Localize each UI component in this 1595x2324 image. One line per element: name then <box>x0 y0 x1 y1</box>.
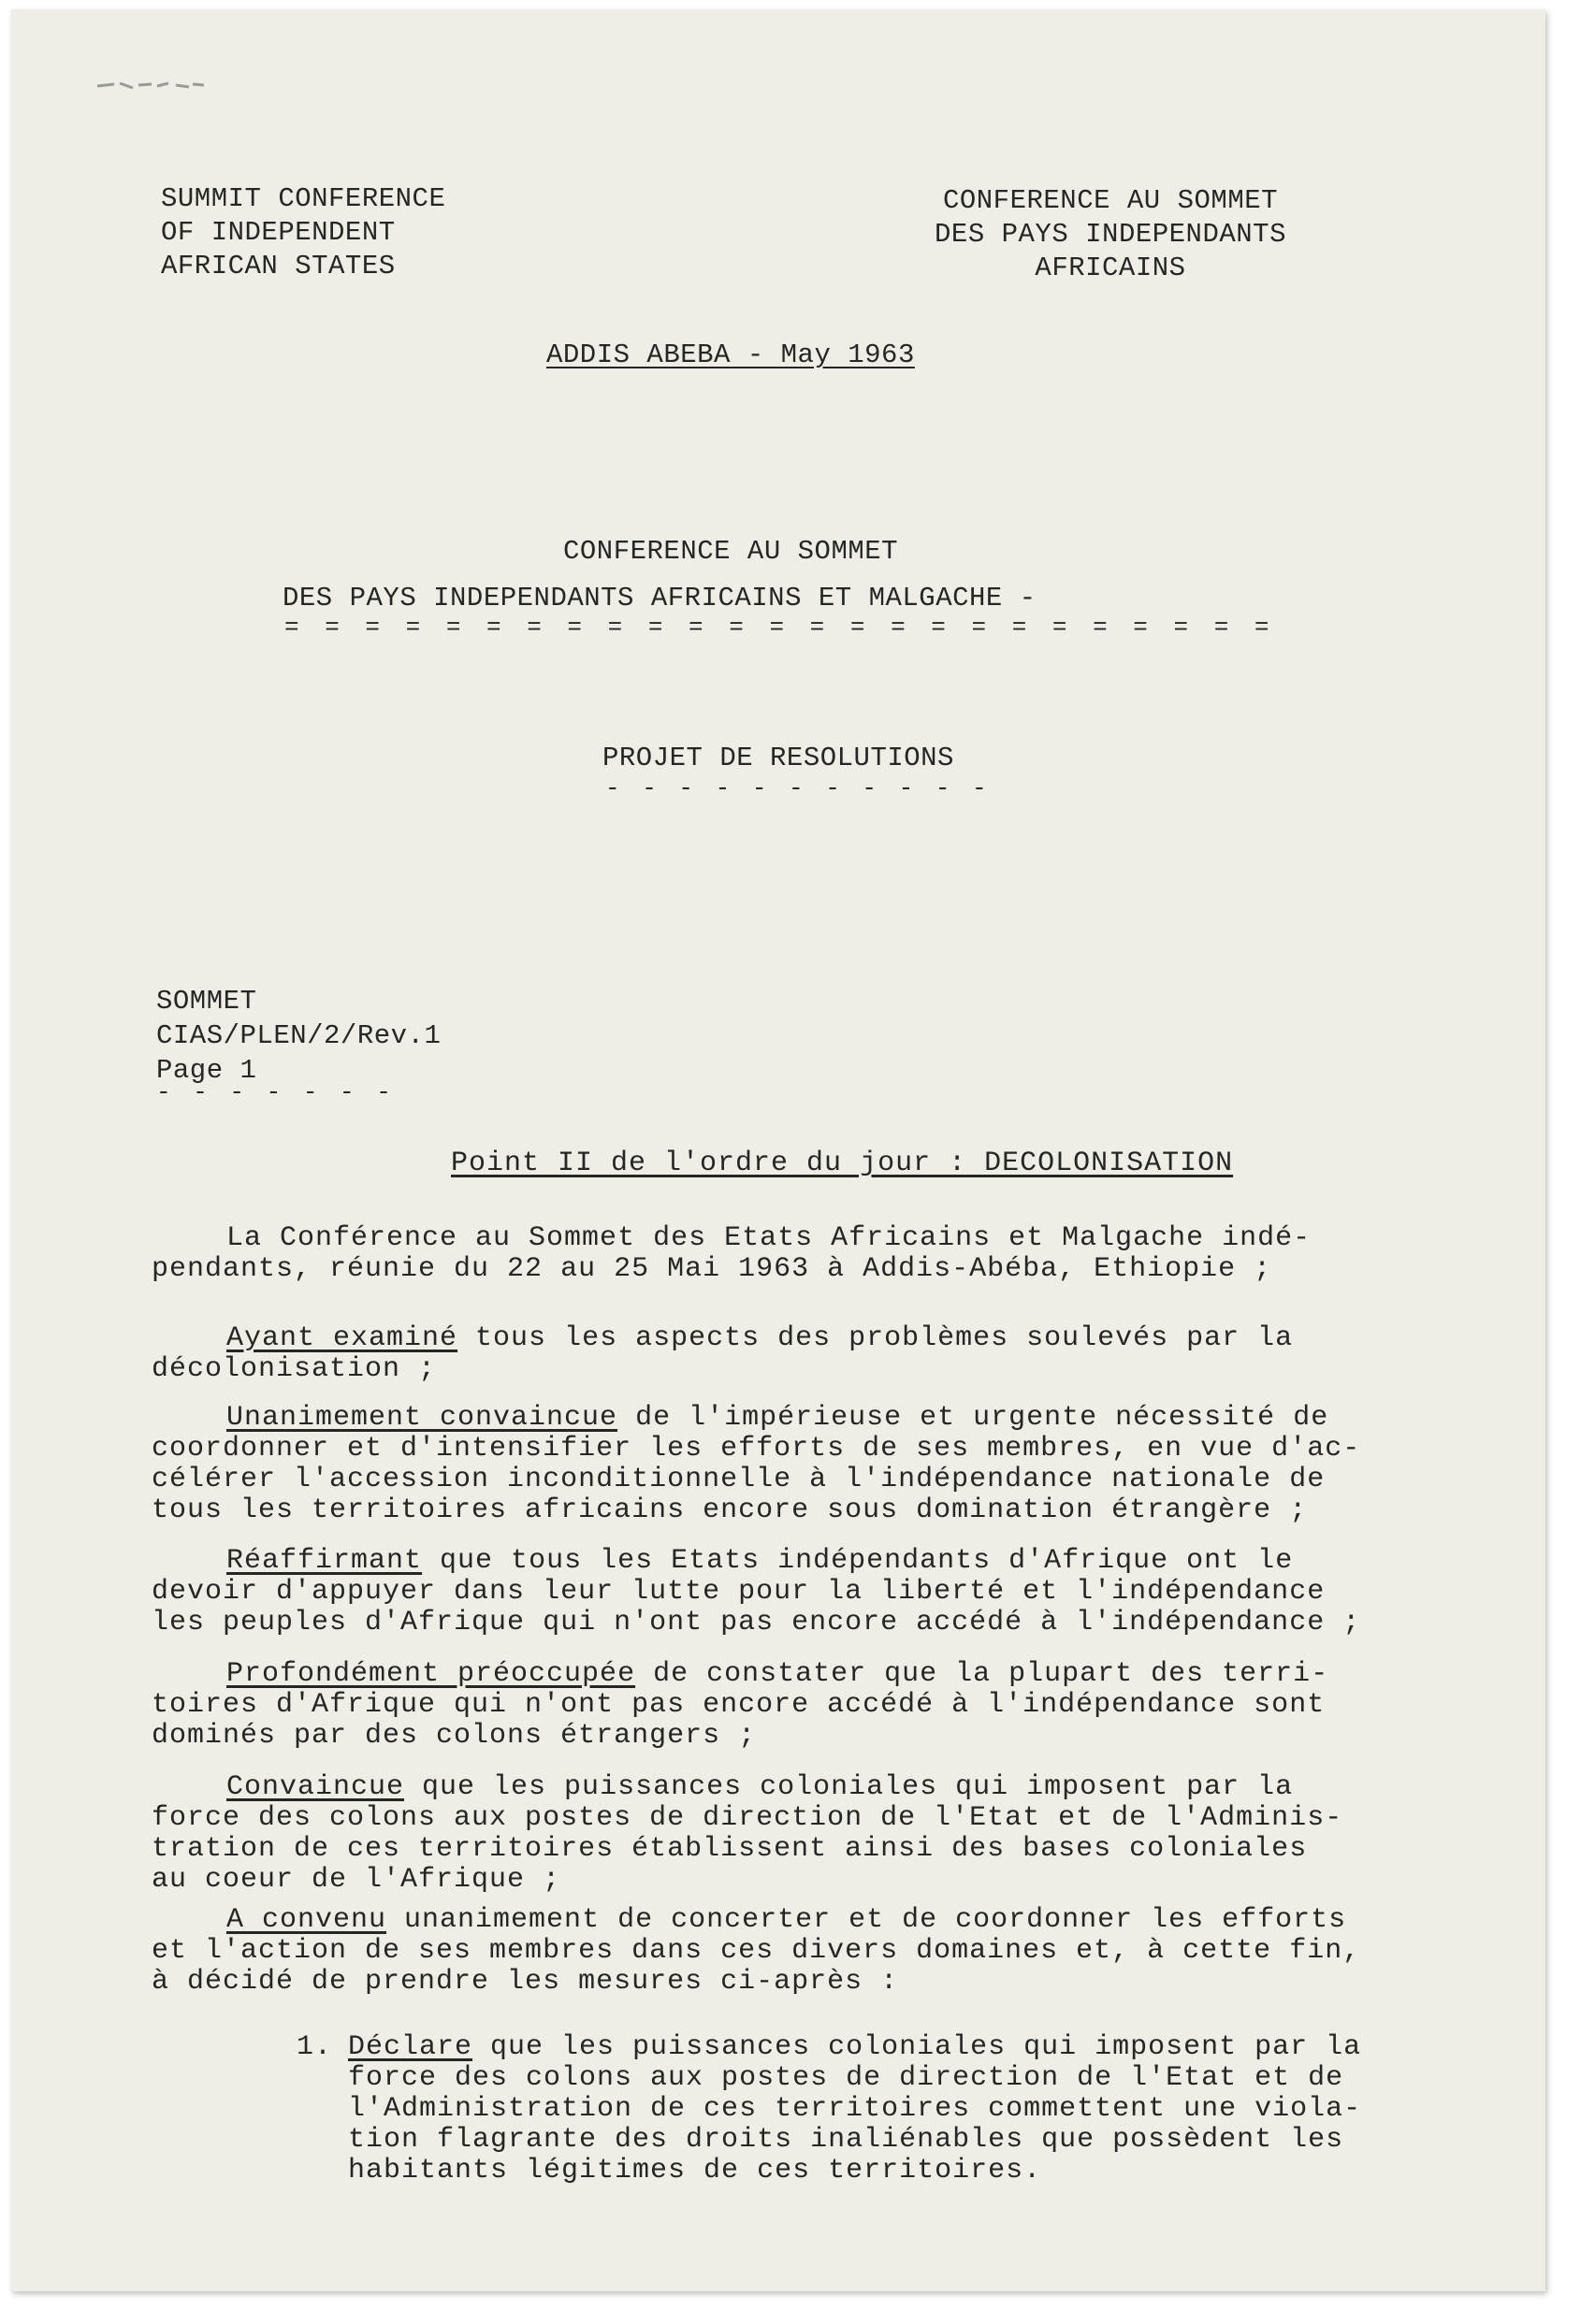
title-line-2: DES PAYS INDEPENDANTS AFRICAINS ET MALGACHE - <box>283 583 1037 613</box>
item-1 <box>348 2032 1405 2187</box>
reference-page-number: 1 <box>239 1055 257 1086</box>
paragraph-reaffirmant <box>152 1546 1405 1638</box>
p2-keyword: Unanimement convaincue <box>226 1402 618 1434</box>
p5-line-2: force des colons aux postes de direction de l'Etat et de l'Adminis- <box>152 1802 1343 1834</box>
intro-line-1: La Conférence au Sommet des Etats Africains et Malgache indé- <box>226 1222 1312 1254</box>
resolutions-dash-rule: - - - - - - - - - - - <box>605 774 991 802</box>
title-line-1: CONFERENCE AU SOMMET <box>563 536 899 567</box>
p5-keyword: Convaincue <box>226 1771 405 1803</box>
p6-line-2: et l'action de ses membres dans ces divers domaines et, à cette fin, <box>152 1935 1361 1967</box>
header-right-line-3: AFRICAINS <box>1035 253 1186 283</box>
reference-page-label: Page <box>156 1055 224 1086</box>
document-page <box>11 9 1545 2291</box>
paragraph-convaincue <box>152 1772 1405 1896</box>
p2-line-3: célérer l'accession inconditionnelle à l'indépendance nationale de <box>152 1464 1326 1495</box>
intro-line-2: pendants, réunie du 22 au 25 Mai 1963 à Addis-Abéba, Ethiopie ; <box>152 1253 1272 1285</box>
header-right <box>905 184 1316 285</box>
header-left <box>161 182 445 283</box>
p3-line-1: que tous les Etats indépendants d'Afrique ont le <box>422 1545 1294 1577</box>
item-1-line-2: force des colons aux postes de direction de l'Etat et de <box>348 2062 1344 2094</box>
item-1-number: 1. <box>297 2031 333 2063</box>
paragraph-ayant-examine <box>152 1323 1405 1385</box>
p3-line-2: devoir d'appuyer dans leur lutte pour la liberté et l'indépendance <box>152 1576 1326 1608</box>
header-right-line-2: DES PAYS INDEPENDANTS <box>935 219 1286 250</box>
header-left-line-3: AFRICAN STATES <box>161 251 396 281</box>
p2-line-1: de l'impérieuse et urgente nécessité de <box>617 1402 1329 1434</box>
p4-line-2: toires d'Afrique qui n'ont pas encore accédé à l'indépendance sont <box>152 1689 1326 1721</box>
p5-line-4: au coeur de l'Afrique ; <box>152 1864 561 1896</box>
p6-line-1: unanimement de concerter et de coordonner les efforts <box>386 1904 1347 1936</box>
paragraph-profondement-preoccupee <box>152 1659 1405 1752</box>
resolutions-heading: PROJET DE RESOLUTIONS <box>602 743 954 773</box>
p6-keyword: A convenu <box>226 1904 387 1936</box>
header-left-line-1: SUMMIT CONFERENCE <box>161 183 446 214</box>
item-1-line-5: habitants légitimes de ces territoires. <box>348 2155 1042 2187</box>
p3-keyword: Réaffirmant <box>226 1545 423 1577</box>
stamp-mark <box>95 77 206 94</box>
p4-line-3: dominés par des colons étrangers ; <box>152 1720 757 1752</box>
p4-keyword: Profondément préoccupée <box>226 1658 636 1690</box>
reference-line-1: SOMMET <box>156 986 257 1017</box>
agenda-point: Point II de l'ordre du jour : DECOLONISATION <box>451 1148 1234 1179</box>
p2-line-2: coordonner et d'intensifier les efforts de ses membres, en vue d'ac- <box>152 1433 1361 1465</box>
p1-line-1: tous les aspects des problèmes soulevés par la <box>457 1322 1294 1354</box>
paragraph-a-convenu <box>152 1905 1405 1998</box>
p5-line-1: que les puissances coloniales qui imposent par la <box>404 1771 1294 1803</box>
p6-line-3: à décidé de prendre les mesures ci-après : <box>152 1966 899 1998</box>
header-right-line-1: CONFERENCE AU SOMMET <box>942 185 1279 216</box>
p1-keyword: Ayant examiné <box>226 1322 458 1354</box>
intro-paragraph <box>152 1223 1405 1285</box>
item-1-line-1: que les puissances coloniales qui imposent par la <box>472 2031 1362 2063</box>
place-date: ADDIS ABEBA - May 1963 <box>546 339 915 370</box>
reference-dash-rule: - - - - - - - <box>156 1078 395 1106</box>
item-1-line-3: l'Administration de ces territoires commettent une viola- <box>348 2093 1362 2125</box>
header-left-line-2: OF INDEPENDENT <box>161 217 396 248</box>
reference-code: CIAS/PLEN/2/Rev.1 <box>156 1020 442 1051</box>
p2-line-4: tous les territoires africains encore sous domination étrangère ; <box>152 1494 1308 1526</box>
p3-line-3: les peuples d'Afrique qui n'ont pas encore accédé à l'indépendance ; <box>152 1607 1361 1638</box>
title-equals-rule: = = = = = = = = = = = = = = = = = = = = = = = = = <box>284 613 1275 642</box>
p4-line-1: de constater que la plupart des terri- <box>635 1658 1329 1690</box>
item-1-line-4: tion flagrante des droits inaliénables que possèdent les <box>348 2124 1344 2156</box>
paragraph-unanimement-convaincue <box>152 1403 1405 1526</box>
p1-line-2: décolonisation ; <box>152 1353 437 1385</box>
p5-line-3: tration de ces territoires établissent ainsi des bases coloniales <box>152 1833 1308 1865</box>
item-1-keyword: Déclare <box>348 2031 473 2063</box>
